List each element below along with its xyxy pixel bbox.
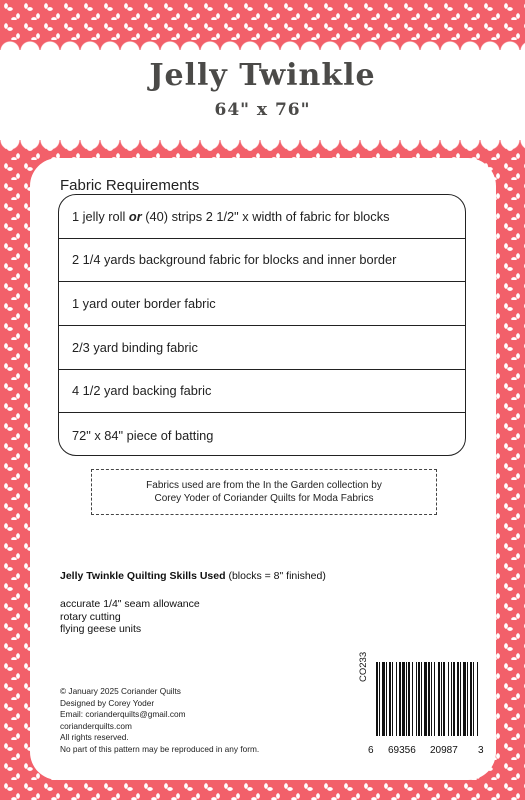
barcode-bar (389, 662, 391, 736)
skill-item: rotary cutting (60, 610, 121, 623)
barcode-bar (457, 662, 459, 736)
barcode-bar (460, 662, 461, 736)
barcode-bar (434, 662, 435, 736)
barcode-bar (477, 662, 478, 736)
requirement-text: 72" x 84" piece of batting (72, 427, 214, 443)
upc-digit-group: 69356 (388, 745, 416, 756)
barcode-bar (386, 662, 387, 736)
barcode-bar (431, 662, 432, 736)
barcode-bar (418, 662, 420, 736)
copyright-footer (60, 686, 259, 756)
requirement-text: 2 1/4 yards background fabric for blocks and inner border (72, 252, 397, 268)
requirement-row (59, 282, 465, 326)
credit-line: Fabrics used are from the In the Garden collection by (146, 480, 382, 491)
requirement-text: 1 jelly roll or (40) strips 2 1/2" x width of fabric for blocks (72, 208, 390, 224)
footer-line: Designed by Corey Yoder (60, 697, 155, 708)
barcode-bar (463, 662, 466, 736)
barcode-bar (473, 662, 474, 736)
barcode-bar (392, 662, 393, 736)
footer-line: © January 2025 Coriander Quilts (60, 686, 181, 696)
barcode-bar (448, 662, 449, 736)
barcode-bar (438, 662, 440, 736)
pattern-title: Jelly Twinkle (149, 58, 376, 93)
credit-line: Corey Yoder of Coriander Quilts for Moda Fabrics (154, 493, 374, 504)
product-code: CO233 (358, 651, 369, 682)
requirement-row (59, 413, 465, 456)
barcode-bar (396, 662, 397, 736)
upc-digit-group: 20987 (430, 745, 458, 756)
skill-item: accurate 1/4" seam allowance (60, 598, 200, 610)
barcode-bar (416, 662, 417, 736)
barcode-bar (408, 662, 410, 736)
skills-list (60, 598, 200, 636)
requirement-row (59, 326, 465, 370)
footer-line: Email: corianderquilts@gmail.com (60, 709, 186, 720)
requirement-text: 1 yard outer border fabric (72, 296, 216, 312)
requirement-text: 2/3 yard binding fabric (72, 339, 198, 355)
upc-number (368, 745, 486, 759)
requirement-row (59, 195, 465, 239)
fabric-requirements-heading: Fabric Requirements (60, 177, 200, 194)
skills-heading: Jelly Twinkle Quilting Skills Used (blocks = 8" finished) (60, 570, 326, 582)
barcode-bar (412, 662, 413, 736)
skill-item: flying geese units (60, 623, 142, 635)
barcode-bar (406, 662, 407, 736)
barcode (376, 662, 478, 736)
fabric-credit-box (91, 469, 437, 515)
barcode-bar (421, 662, 422, 736)
barcode-bar (428, 662, 430, 736)
requirement-row (59, 239, 465, 283)
barcode-bar (451, 662, 452, 736)
footer-line: No part of this pattern may be reproduced in any form. (60, 743, 260, 754)
upc-digit-group: 3 (478, 745, 484, 756)
scallop-edge-bottom (0, 140, 525, 154)
barcode-bar (379, 662, 380, 736)
barcode-bar (399, 662, 401, 736)
footer-line: All rights reserved. (60, 732, 129, 743)
barcode-bar (470, 662, 472, 736)
barcode-bar (376, 662, 378, 736)
barcode-bar (402, 662, 405, 736)
requirement-row (59, 370, 465, 414)
barcode-bar (441, 662, 442, 736)
scallop-edge-top (0, 37, 525, 51)
requirement-text: 4 1/2 yard backing fabric (72, 383, 212, 399)
barcode-bar (453, 662, 455, 736)
barcode-bar (424, 662, 427, 736)
quilt-size: 64" x 76" (214, 100, 311, 120)
footer-line: corianderquilts.com (60, 720, 132, 731)
barcode-bar (382, 662, 385, 736)
barcode-bar (443, 662, 445, 736)
fabric-requirements-table (58, 194, 466, 456)
barcode-bar (467, 662, 468, 736)
upc-digit-group: 6 (368, 745, 374, 756)
